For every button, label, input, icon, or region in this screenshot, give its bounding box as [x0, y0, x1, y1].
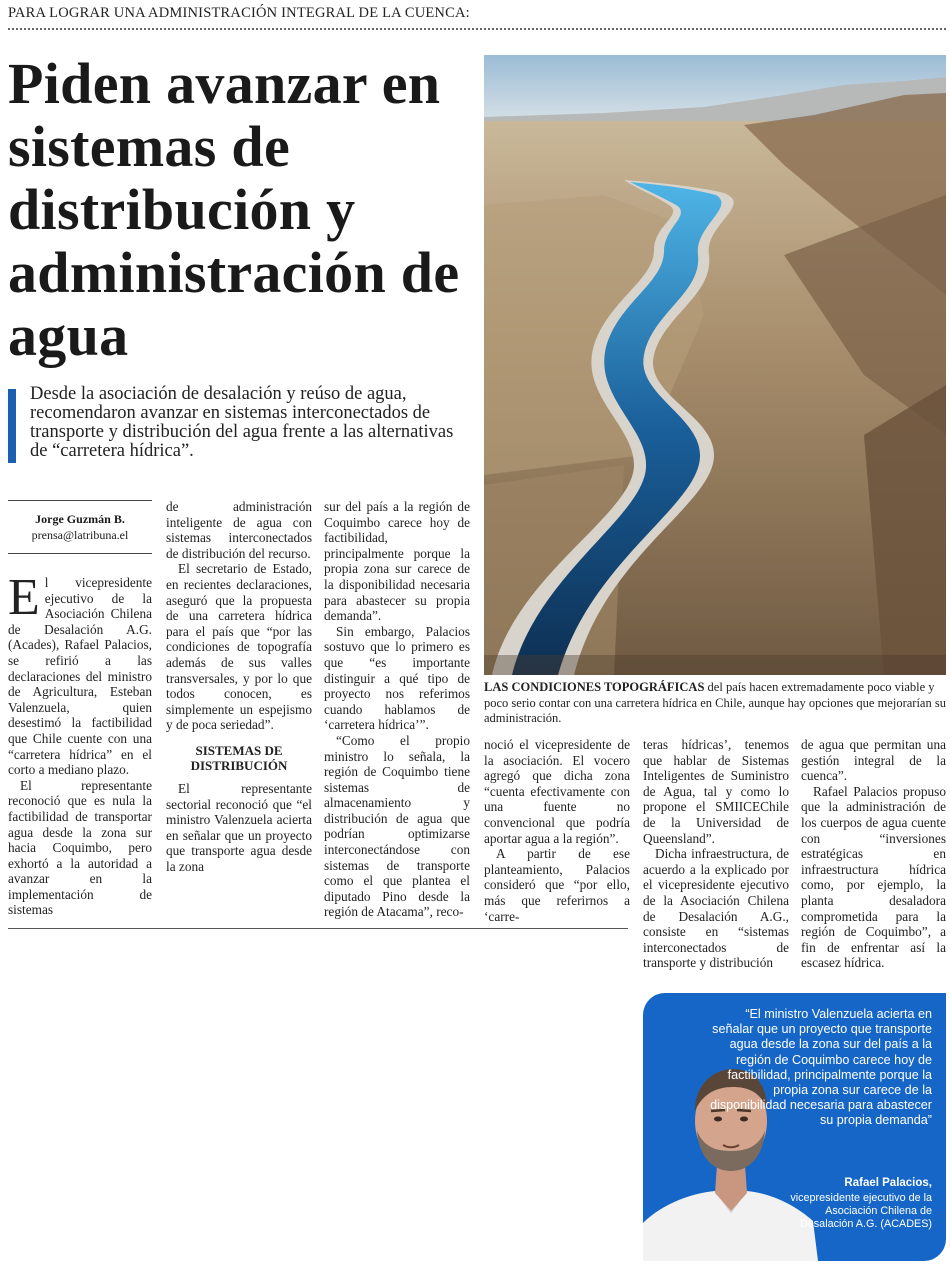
- byline-email[interactable]: prensa@latribuna.el: [31, 528, 129, 542]
- body-column-4: [484, 737, 630, 924]
- paragraph: teras hídricas’, tenemos que hablar de Sistemas Inteligentes de Suministro de Agua, tal y como lo propone el SMIICEChile de la Universidad de Queensland”.: [643, 737, 789, 846]
- caption-lead: LAS CONDICIONES TOPOGRÁFICAS: [484, 680, 705, 694]
- kicker: PARA LOGRAR UNA ADMINISTRACIÓN INTEGRAL DE LA CUENCA:: [8, 5, 470, 21]
- pull-quote-text: “El ministro Valenzuela acierta en señalar que un proyecto que transporte agua desde la zona sur del país a la región de Coquimbo carece hoy de factibilidad, principalmente porque la propia zona sur carece de la disponibilidad necesaria para abastecer su propia demanda”: [710, 1007, 932, 1128]
- kicker-divider: [8, 28, 946, 30]
- lede: Desde la asociación de desalación y reúso de agua, recomendaron avanzar en sistemas interconectados de transporte y distribución del agua frente a las alternativas de “carretera hídrica”.: [30, 384, 454, 461]
- byline-author: Jorge Guzmán B.: [35, 512, 125, 526]
- body-column-2: [166, 499, 312, 874]
- paragraph-text: l vicepresidente ejecutivo de la Asociación Chilena de Desalación A.G. (Acades), Rafael Palacios, se refirió a las declaraciones del ministro de Agricultura, Esteban Valenzuela, quien desestimó la factibilidad que Chile cuente con una “carretera hídrica” en el corto a mediano plazo.: [8, 575, 152, 778]
- paragraph: El secretario de Estado, en recientes declaraciones, aseguró que la propuesta de una carretera hídrica para el país que “por las condiciones de topografía además de sus valles transversales, y por lo que todos conocen, es simplemente un espejismo y de poca seriedad”.: [166, 561, 312, 733]
- body-column-5: [643, 737, 789, 971]
- drop-cap: E: [8, 569, 40, 626]
- body-column-6: [801, 737, 946, 971]
- pull-quote-box: [643, 993, 946, 1261]
- paragraph: de administración inteligente de agua con sistemas interconectados de distribución del recurso.: [166, 499, 312, 561]
- pull-quote-author: Rafael Palacios,: [844, 1177, 932, 1189]
- paragraph: de agua que permitan una gestión integral de la cuenca”.: [801, 737, 946, 784]
- headline: Piden avanzar en sistemas de distribución y administración de agua: [8, 51, 460, 368]
- pull-quote-role: vicepresidente ejecutivo de la Asociación Chilena de Desalación A.G. (ACADES): [790, 1192, 932, 1230]
- paragraph: “Como el propio ministro lo señala, la región de Coquimbo tiene sistemas de almacenamiento y distribución de agua que podrían optimizarse interconectándose con sistemas de transporte como el que plantea el diputado Pino desde la región de Atacama”, reco-: [324, 732, 470, 920]
- lede-accent-bar: [8, 389, 16, 463]
- paragraph: El representante reconoció que es nula la factibilidad de transportar agua desde la zona sur hacia Coquimbo, pero exhortó a la autoridad a avanzar en la implementación de sistemas: [8, 777, 152, 918]
- canal-photo: [484, 55, 946, 675]
- body-column-3: [324, 499, 470, 920]
- paragraph: Rafael Palacios propuso que la administración de los cuerpos de agua cuente con “inversiones estratégicas en infraestructura hídrica como, por ejemplo, la planta desaladora comprometida para la región de Coquimbo”, a fin de enfrentar así la escasez hídrica.: [801, 783, 946, 971]
- paragraph: sur del país a la región de Coquimbo carece hoy de factibilidad, principalmente porque la propia zona sur carece de la disponibilidad necesaria para abastecer su propia demanda”.: [324, 499, 470, 624]
- pull-quote-attribution: [782, 1177, 932, 1231]
- paragraph: Sin embargo, Palacios sostuvo que lo primero es que “es importante distinguir a qué tipo de proyecto nos referimos cuando hablamos de ‘carretera hídrica’”.: [324, 623, 470, 733]
- paragraph: noció el vicepresidente de la asociación. El vocero agregó que dicha zona “cuenta efectivamente con una fuente no convencional que podría aportar agua a la región”.: [484, 737, 630, 846]
- section-divider: [8, 928, 628, 929]
- paragraph: [8, 569, 152, 778]
- paragraph: Dicha infraestructura, de acuerdo a la explicado por el vicepresidente ejecutivo de la Asociación Chilena de Desalación A.G., consiste en “sistemas interconectados de transporte y distribución: [643, 846, 789, 971]
- byline: [8, 500, 152, 554]
- photo-caption: [484, 680, 946, 727]
- paragraph: El representante sectorial reconoció que “el ministro Valenzuela acierta en señalar que un proyecto que transporte agua desde la zona: [166, 780, 312, 874]
- caption-text: del país hacen extremadamente poco viable y poco serio contar con una carretera hídrica en Chile, aunque hay opciones que mejorarían su administración.: [484, 680, 946, 725]
- body-column-1: [8, 569, 152, 918]
- section-subhead: SISTEMAS DE DISTRIBUCIÓN: [190, 742, 288, 773]
- paragraph: A partir de ese planteamiento, Palacios consideró que “por ello, más que referirnos a ‘carre-: [484, 846, 630, 924]
